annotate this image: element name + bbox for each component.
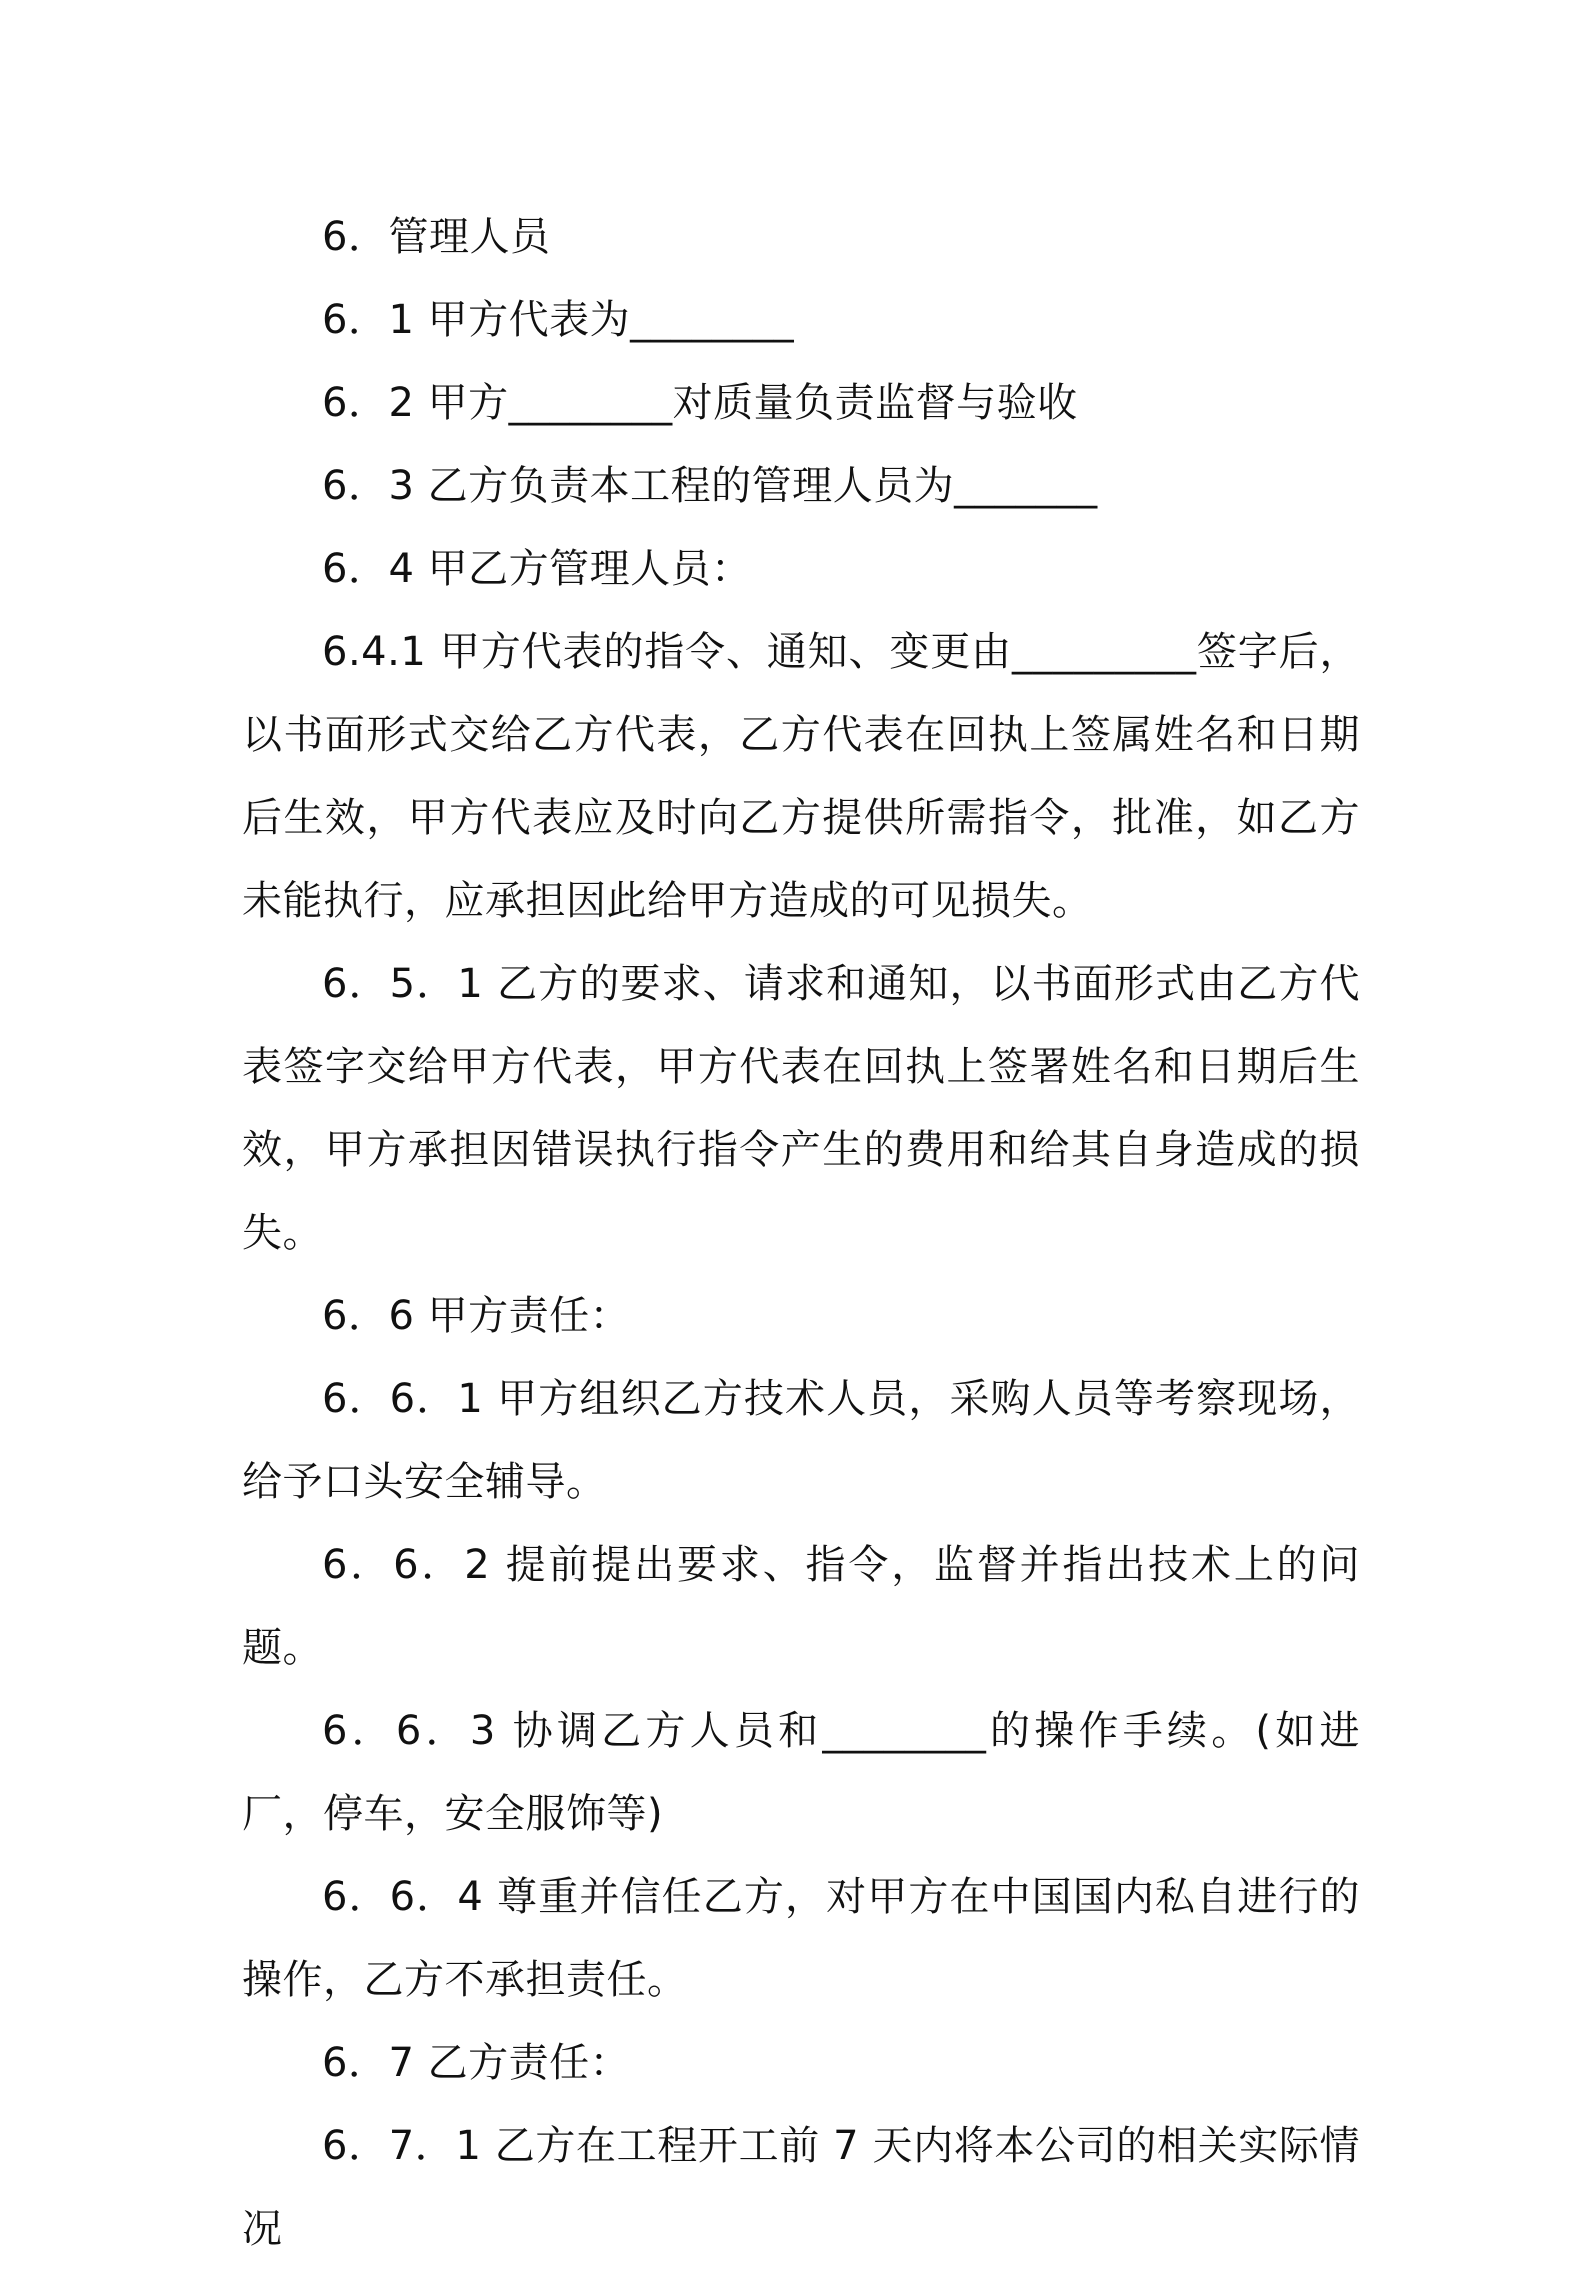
paragraph-6-4: 6．4 甲乙方管理人员：: [322, 546, 752, 592]
paragraph-6-6-4: 6．6．4 尊重并信任乙方，对甲方在中国国内私自进行的操作，乙方不承担责任。: [242, 1874, 1360, 2003]
paragraph-6-7: 6．7 乙方责任：: [322, 2040, 631, 2086]
paragraph-6-2: 6．2 甲方________对质量负责监督与验收: [322, 380, 1078, 426]
paragraph-6-6-2: 6．6．2 提前提出要求、指令，监督并指出技术上的问题。: [242, 1542, 1360, 1671]
paragraph-6-4-1: 6.4.1 甲方代表的指令、通知、变更由_________签字后，以书面形式交给乙方代表，乙方代表在回执上签属姓名和日期后生效，甲方代表应及时向乙方提供所需指令，批准，如乙方未能执行，应承担因此给甲方造成的可见损失。: [242, 629, 1360, 924]
paragraph-6-6: 6．6 甲方责任：: [322, 1293, 631, 1339]
paragraph-6-7-1: 6．7．1 乙方在工程开工前 7 天内将本公司的相关实际情况: [242, 2123, 1360, 2252]
paragraph-6-6-3: 6．6．3 协调乙方人员和________的操作手续。(如进厂，停车，安全服饰等): [242, 1708, 1360, 1837]
paragraph-6-1: 6．1 甲方代表为________: [322, 297, 795, 343]
paragraph-6-3: 6．3 乙方负责本工程的管理人员为_______: [322, 463, 1098, 509]
paragraph-6-6-1: 6．6．1 甲方组织乙方技术人员，采购人员等考察现场，给予口头安全辅导。: [242, 1376, 1360, 1505]
paragraph-6-heading: 6．管理人员: [322, 214, 551, 260]
document-body: [242, 196, 1360, 2271]
paragraph-6-5-1: 6．5．1 乙方的要求、请求和通知，以书面形式由乙方代表签字交给甲方代表，甲方代表在回执上签署姓名和日期后生效，甲方承担因错误执行指令产生的费用和给其自身造成的损失。: [242, 961, 1360, 1256]
